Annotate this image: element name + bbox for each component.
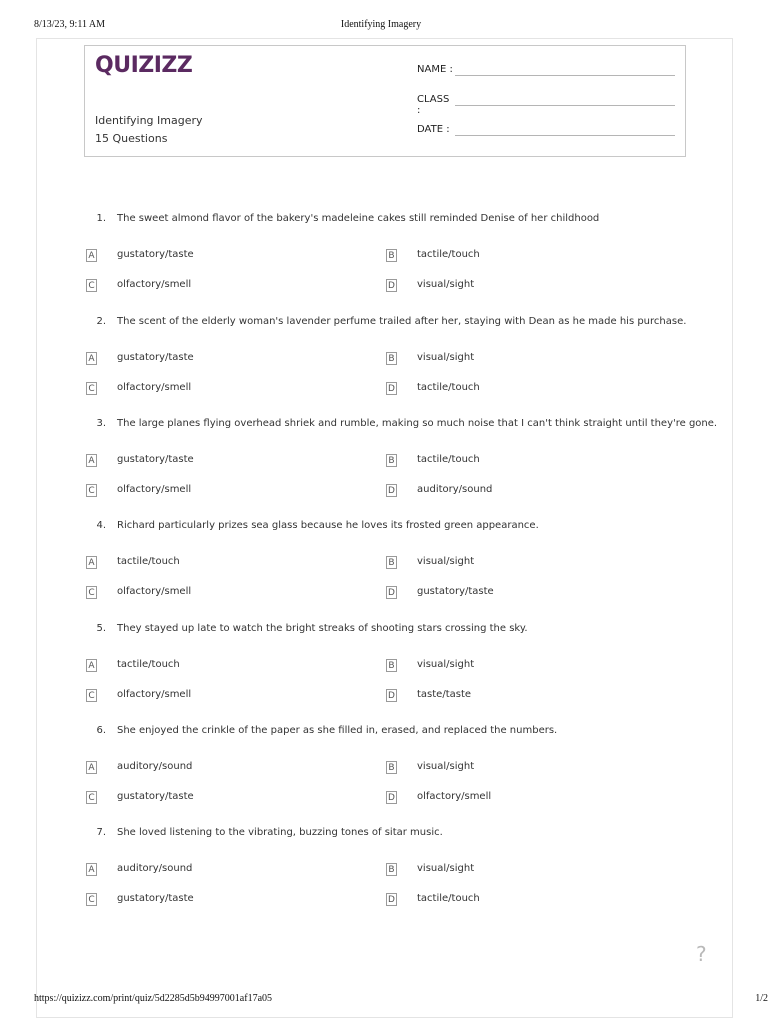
question-text: The sweet almond flavor of the bakery's madeleine cakes still reminded Denise of her childhood bbox=[117, 213, 600, 224]
question-text: The large planes flying overhead shriek and rumble, making so much noise that I can't think straight until they're gone. bbox=[117, 418, 718, 429]
option-text: tactile/touch bbox=[417, 249, 480, 260]
option-letter-box: B bbox=[386, 863, 397, 876]
print-date: 8/13/23, 9:11 AM bbox=[34, 19, 106, 30]
option-text: visual/sight bbox=[417, 556, 475, 567]
option-letter-box: B bbox=[386, 659, 397, 672]
name-line bbox=[455, 75, 675, 76]
question-number: 5. bbox=[96, 623, 106, 634]
option-text: gustatory/taste bbox=[117, 791, 194, 802]
print-header bbox=[34, 19, 728, 33]
option-text: auditory/sound bbox=[117, 761, 193, 772]
option-letter-box: B bbox=[386, 454, 397, 467]
name-field bbox=[417, 64, 455, 75]
question-number: 7. bbox=[96, 827, 106, 838]
option-text: visual/sight bbox=[417, 352, 475, 363]
option-letter-box: D bbox=[386, 279, 397, 292]
option-text: visual/sight bbox=[417, 761, 475, 772]
option-letter-box: A bbox=[86, 454, 97, 467]
option-text: gustatory/taste bbox=[117, 454, 194, 465]
option-letter-box: D bbox=[386, 893, 397, 906]
date-line bbox=[455, 135, 675, 136]
option-letter-box: C bbox=[86, 586, 97, 599]
option-letter-box: C bbox=[86, 791, 97, 804]
option-text: olfactory/smell bbox=[117, 484, 192, 495]
option-letter-box: D bbox=[386, 484, 397, 497]
question-number: 6. bbox=[96, 725, 106, 736]
print-url: https://quizizz.com/print/quiz/5d2285d5b94997001af17a05 bbox=[34, 993, 273, 1004]
option-letter-box: D bbox=[386, 586, 397, 599]
page-counter: 1/2 bbox=[755, 993, 768, 1004]
print-footer bbox=[34, 993, 768, 1007]
option-letter-box: D bbox=[386, 791, 397, 804]
option-letter-box: A bbox=[86, 863, 97, 876]
option-letter-box: D bbox=[386, 689, 397, 702]
option-text: gustatory/taste bbox=[417, 586, 494, 597]
option-text: olfactory/smell bbox=[417, 791, 492, 802]
question-number: 2. bbox=[96, 316, 106, 327]
print-title: Identifying Imagery bbox=[340, 19, 422, 30]
question-number: 3. bbox=[96, 418, 106, 429]
option-text: visual/sight bbox=[417, 279, 475, 290]
option-text: olfactory/smell bbox=[117, 689, 192, 700]
question-number: 1. bbox=[96, 213, 106, 224]
option-letter-box: A bbox=[86, 352, 97, 365]
option-text: gustatory/taste bbox=[117, 893, 194, 904]
option-text: tactile/touch bbox=[117, 659, 180, 670]
option-letter-box: B bbox=[386, 761, 397, 774]
date-label: DATE : bbox=[417, 124, 450, 135]
option-text: olfactory/smell bbox=[117, 382, 192, 393]
option-letter-box: A bbox=[86, 659, 97, 672]
option-letter-box: B bbox=[386, 249, 397, 262]
help-icon[interactable]: ? bbox=[696, 942, 707, 966]
option-text: tactile/touch bbox=[417, 454, 480, 465]
option-text: gustatory/taste bbox=[117, 352, 194, 363]
option-letter-box: D bbox=[386, 382, 397, 395]
option-letter-box: C bbox=[86, 689, 97, 702]
option-text: gustatory/taste bbox=[117, 249, 194, 260]
class-label: CLASS : bbox=[417, 94, 450, 116]
option-letter-box: B bbox=[386, 556, 397, 569]
option-letter-box: C bbox=[86, 279, 97, 292]
option-text: tactile/touch bbox=[417, 893, 480, 904]
option-letter-box: C bbox=[86, 484, 97, 497]
option-letter-box: A bbox=[86, 761, 97, 774]
option-text: auditory/sound bbox=[417, 484, 493, 495]
question-text: They stayed up late to watch the bright streaks of shooting stars crossing the sky. bbox=[117, 623, 528, 634]
question-text: She enjoyed the crinkle of the paper as she filled in, erased, and replaced the numbers. bbox=[117, 725, 558, 736]
question-text: The scent of the elderly woman's lavender perfume trailed after her, staying with Dean as he made his purchase. bbox=[117, 316, 687, 327]
question-number: 4. bbox=[96, 520, 106, 531]
quizizz-logo: QUIZIZZ bbox=[95, 53, 193, 78]
date-field bbox=[417, 124, 455, 135]
option-text: tactile/touch bbox=[117, 556, 180, 567]
option-text: tactile/touch bbox=[417, 382, 480, 393]
option-letter-box: A bbox=[86, 249, 97, 262]
option-text: auditory/sound bbox=[117, 863, 193, 874]
class-field bbox=[417, 94, 455, 116]
option-text: olfactory/smell bbox=[117, 279, 192, 290]
worksheet-header bbox=[84, 45, 686, 157]
name-label: NAME : bbox=[417, 64, 453, 75]
question-text: Richard particularly prizes sea glass because he loves its frosted green appearance. bbox=[117, 520, 539, 531]
option-letter-box: C bbox=[86, 893, 97, 906]
question-text: She loved listening to the vibrating, buzzing tones of sitar music. bbox=[117, 827, 443, 838]
option-letter-box: C bbox=[86, 382, 97, 395]
option-text: visual/sight bbox=[417, 863, 475, 874]
option-letter-box: B bbox=[386, 352, 397, 365]
option-letter-box: A bbox=[86, 556, 97, 569]
option-text: taste/taste bbox=[417, 689, 472, 700]
question-count: 15 Questions bbox=[95, 132, 168, 145]
class-line bbox=[455, 105, 675, 106]
quiz-title: Identifying Imagery bbox=[95, 114, 203, 127]
option-text: visual/sight bbox=[417, 659, 475, 670]
option-text: olfactory/smell bbox=[117, 586, 192, 597]
